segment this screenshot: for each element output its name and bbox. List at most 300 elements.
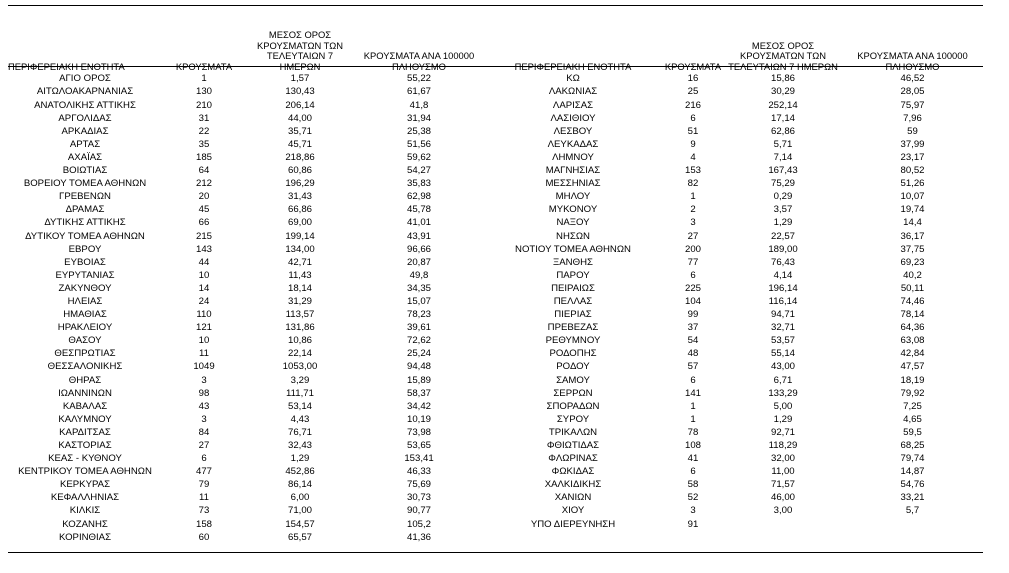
right-cases-cell: 6 — [690, 112, 696, 124]
table-row — [8, 138, 983, 151]
left-region-cell: ΒΟΡΕΙΟΥ ΤΟΜΕΑ ΑΘΗΝΩΝ — [23, 178, 147, 190]
left-per100k-cell: 73,98 — [406, 426, 431, 438]
right-region-cell: ΛΕΣΒΟΥ — [553, 125, 593, 137]
left-per100k-cell: 25,38 — [406, 125, 431, 137]
left-per100k-cell: 55,22 — [406, 73, 431, 85]
left-per100k-cell: 30,73 — [406, 492, 431, 504]
left-per100k-cell: 90,77 — [406, 505, 431, 517]
left-avg7-cell: 71,00 — [287, 505, 312, 517]
right-cases-cell: 6 — [690, 374, 696, 386]
left-avg7-cell: 4,43 — [290, 413, 310, 425]
right-avg7-cell: 1,29 — [773, 413, 793, 425]
left-cases-cell: 14 — [198, 282, 210, 294]
right-region-cell: ΛΑΚΩΝΙΑΣ — [548, 86, 598, 98]
right-per100k-cell: 36,17 — [900, 230, 925, 242]
right-cases-cell: 6 — [690, 466, 696, 478]
right-region-cell: ΜΗΛΟΥ — [555, 191, 591, 203]
right-region-cell — [484, 531, 662, 544]
right-per100k-cell — [842, 518, 983, 531]
right-avg7-cell: 4,14 — [773, 269, 793, 281]
left-cases-cell: 27 — [198, 440, 210, 451]
left-avg7-cell: 1053,00 — [282, 361, 318, 373]
table-body — [8, 72, 983, 543]
left-per100k-cell: 54,27 — [406, 165, 431, 177]
left-region-cell: ΑΧΑΪΑΣ — [67, 151, 103, 163]
right-region-cell: ΣΑΜΟΥ — [556, 374, 590, 386]
right-cases-cell: 200 — [684, 243, 701, 255]
right-avg7-cell: 32,00 — [770, 453, 795, 465]
right-per100k-cell: 79,74 — [900, 453, 925, 465]
left-region-cell: ΗΜΑΘΙΑΣ — [63, 309, 107, 321]
right-region-cell: ΝΟΤΙΟΥ ΤΟΜΕΑ ΑΘΗΝΩΝ — [515, 243, 631, 255]
left-per100k-cell: 35,83 — [406, 178, 431, 190]
left-cases-cell: 11 — [199, 492, 209, 504]
right-region-cell: ΠΙΕΡΙΑΣ — [554, 309, 592, 321]
left-avg7-cell: 206,14 — [285, 99, 315, 111]
left-region-cell: ΔΥΤΙΚΟΥ ΤΟΜΕΑ ΑΘΗΝΩΝ — [25, 230, 145, 242]
left-avg7-cell: 44,00 — [287, 112, 312, 124]
left-avg7-cell: 60,86 — [287, 165, 312, 177]
left-per100k-cell: 62,98 — [406, 191, 431, 203]
left-region-cell: ΖΑΚΥΝΘΟΥ — [58, 282, 112, 294]
left-avg7-cell: 130,43 — [285, 86, 315, 98]
left-per100k-cell: 10,19 — [406, 413, 431, 425]
right-cases-cell: 153 — [684, 165, 701, 177]
table-row — [8, 518, 983, 531]
left-avg7-cell: 66,86 — [287, 204, 312, 216]
right-region-cell: ΜΥΚΟΝΟΥ — [548, 204, 598, 216]
table-row — [8, 426, 983, 439]
left-cases-cell: 35 — [198, 138, 210, 150]
left-avg7-cell: 69,00 — [287, 217, 312, 229]
left-per100k-cell: 41,8 — [409, 99, 429, 111]
right-region-cell: ΠΡΕΒΕΖΑΣ — [547, 322, 599, 334]
right-avg7-cell: 17,14 — [770, 112, 795, 124]
right-region-cell: ΣΥΡΟΥ — [556, 413, 590, 425]
right-avg7-cell: 22,57 — [770, 230, 795, 242]
right-region-cell: ΛΑΣΙΘΙΟΥ — [550, 112, 596, 124]
left-region-cell: ΚΑΣΤΟΡΙΑΣ — [58, 440, 112, 451]
right-cases-cell: 58 — [687, 479, 699, 491]
left-region-cell: ΗΡΑΚΛΕΙΟΥ — [57, 322, 113, 334]
right-cases-cell: 57 — [687, 361, 699, 373]
right-avg7-cell: 3,57 — [773, 204, 793, 216]
table-row — [8, 400, 983, 413]
right-avg7-cell: 94,71 — [770, 309, 795, 321]
left-per100k-cell: 78,23 — [406, 309, 431, 321]
right-region-cell: ΞΑΝΘΗΣ — [553, 256, 593, 268]
right-cases-cell: 77 — [687, 256, 699, 268]
left-cases-cell: 11 — [199, 348, 209, 360]
right-cases-cell: 52 — [687, 492, 699, 504]
right-cases-cell: 1 — [690, 191, 696, 203]
table-row — [8, 203, 983, 216]
right-cases-cell: 141 — [684, 387, 701, 399]
left-region-cell: ΚΕΑΣ - ΚΥΘΝΟΥ — [48, 453, 122, 465]
left-cases-cell: 3 — [201, 413, 207, 425]
right-avg7-cell: 0,29 — [773, 191, 793, 203]
right-region-cell: ΣΕΡΡΩΝ — [553, 387, 593, 399]
right-cases-cell: 51 — [687, 125, 699, 137]
right-cases-cell: 48 — [687, 348, 699, 360]
table-row — [8, 216, 983, 229]
left-per100k-cell: 41,01 — [406, 217, 431, 229]
left-per100k-cell: 39,61 — [406, 322, 431, 334]
right-avg7-cell: 252,14 — [768, 99, 798, 111]
right-avg7-cell: 6,71 — [773, 374, 793, 386]
table-row — [8, 308, 983, 321]
right-cases-cell: 225 — [684, 282, 701, 294]
left-region-cell: ΑΓΙΟ ΟΡΟΣ — [59, 73, 111, 85]
right-region-cell: ΜΕΣΣΗΝΙΑΣ — [545, 178, 601, 190]
table-row — [8, 347, 983, 360]
right-region-cell: ΧΙΟΥ — [561, 505, 585, 517]
right-avg7-cell: 30,29 — [770, 86, 795, 98]
left-per100k-cell: 75,69 — [406, 479, 431, 491]
right-cases-cell: 108 — [684, 440, 701, 451]
bottom-rule — [8, 552, 983, 553]
right-cases-cell: 37 — [687, 322, 699, 334]
left-avg7-cell: 196,29 — [285, 178, 315, 190]
left-cases-cell: 84 — [198, 426, 210, 438]
right-avg7-cell: 75,29 — [770, 178, 795, 190]
left-region-cell: ΓΡΕΒΕΝΩΝ — [59, 191, 111, 203]
right-region-cell: ΧΑΛΚΙΔΙΚΗΣ — [544, 479, 602, 491]
left-per100k-cell: 49,8 — [409, 269, 429, 281]
table-row — [8, 321, 983, 334]
left-avg7-cell: 1,57 — [290, 73, 310, 85]
left-region-cell: ΑΝΑΤΟΛΙΚΗΣ ΑΤΤΙΚΗΣ — [34, 99, 136, 111]
right-avg7-cell — [724, 518, 842, 531]
right-per100k-cell: 54,76 — [900, 479, 925, 491]
left-cases-cell: 20 — [198, 191, 210, 203]
right-per100k-cell: 14,87 — [900, 466, 925, 478]
table-row — [8, 452, 983, 465]
left-region-cell: ΘΕΣΣΑΛΟΝΙΚΗΣ — [47, 361, 123, 373]
right-per100k-cell — [842, 531, 983, 544]
right-per100k-cell: 50,11 — [900, 282, 925, 294]
right-avg7-cell: 196,14 — [768, 282, 798, 294]
right-per100k-cell: 80,52 — [900, 165, 925, 177]
right-avg7-cell: 11,00 — [771, 466, 795, 478]
left-cases-cell: 43 — [198, 400, 210, 412]
right-per100k-cell: 18,19 — [900, 374, 925, 386]
left-cases-cell: 22 — [198, 125, 210, 137]
left-avg7-cell: 11,43 — [288, 269, 312, 281]
left-per100k-cell: 43,91 — [406, 230, 431, 242]
right-per100k-cell: 19,74 — [900, 204, 925, 216]
left-cases-cell: 10 — [198, 335, 210, 347]
right-per100k-cell: 68,25 — [900, 440, 925, 451]
left-per100k-cell: 51,56 — [406, 138, 431, 150]
left-cases-cell: 60 — [198, 531, 210, 543]
right-per100k-cell: 51,26 — [900, 178, 925, 190]
header-cases-right: ΚΡΟΥΣΜΑΤΑ — [664, 60, 722, 72]
left-avg7-cell: 32,43 — [287, 440, 312, 451]
left-cases-cell: 121 — [195, 322, 212, 334]
header-avg7-left: ΜΕΣΟΣ ΟΡΟΣ ΚΡΟΥΣΜΑΤΩΝ ΤΩΝ ΤΕΛΕΥΤΑΙΩΝ 7 ΗΜΕΡΩΝ — [256, 29, 344, 72]
right-cases-cell: 2 — [690, 204, 696, 216]
right-avg7-cell: 71,57 — [770, 479, 795, 491]
right-region-cell: ΛΗΜΝΟΥ — [552, 151, 594, 163]
left-per100k-cell: 94,48 — [406, 361, 431, 373]
left-avg7-cell: 154,57 — [285, 518, 315, 530]
table-row — [8, 478, 983, 491]
right-per100k-cell: 33,21 — [900, 492, 925, 504]
left-region-cell: ΔΡΑΜΑΣ — [65, 204, 105, 216]
right-cases-cell: 27 — [687, 230, 699, 242]
right-region-cell: ΦΩΚΙΔΑΣ — [551, 466, 595, 478]
right-avg7-cell: 32,71 — [770, 322, 795, 334]
right-region-cell: ΧΑΝΙΩΝ — [554, 492, 592, 504]
table-row — [8, 164, 983, 177]
left-cases-cell: 1 — [201, 73, 207, 85]
right-region-cell: ΡΟΔΟΥ — [556, 361, 590, 373]
right-cases-cell: 54 — [687, 335, 699, 347]
left-cases-cell: 3 — [201, 374, 207, 386]
right-per100k-cell: 37,75 — [900, 243, 925, 255]
right-avg7-cell: 5,71 — [773, 138, 793, 150]
header-avg7-right: ΜΕΣΟΣ ΟΡΟΣ ΚΡΟΥΣΜΑΤΩΝ ΤΩΝ ΤΕΛΕΥΤΑΙΩΝ 7 ΗΜΕΡΩΝ — [728, 39, 838, 72]
left-region-cell: ΘΕΣΠΡΩΤΙΑΣ — [54, 348, 116, 360]
right-region-cell: ΝΑΞΟΥ — [556, 217, 590, 229]
right-avg7-cell: 15,86 — [770, 73, 795, 85]
left-avg7-cell: 18,14 — [287, 282, 312, 294]
left-cases-cell: 44 — [198, 256, 210, 268]
right-cases-cell: 216 — [684, 99, 701, 111]
right-region-cell: ΥΠΟ ΔΙΕΡΕΥΝΗΣΗ — [530, 518, 616, 530]
left-per100k-cell: 20,87 — [406, 256, 431, 268]
left-avg7-cell: 1,29 — [290, 453, 310, 465]
left-avg7-cell: 65,57 — [287, 531, 312, 543]
left-cases-cell: 185 — [195, 151, 212, 163]
left-per100k-cell: 153,41 — [404, 453, 434, 465]
right-avg7-cell: 7,14 — [773, 151, 793, 163]
left-region-cell: ΚΟΡΙΝΘΙΑΣ — [58, 531, 112, 543]
left-region-cell: ΕΒΡΟΥ — [68, 243, 102, 255]
table-row — [8, 360, 983, 373]
left-cases-cell: 110 — [196, 309, 212, 321]
left-per100k-cell: 58,37 — [406, 387, 431, 399]
table-row — [8, 230, 983, 243]
right-cases-cell: 1 — [690, 400, 696, 412]
table-row — [8, 125, 983, 138]
right-avg7-cell: 3,00 — [773, 505, 793, 517]
left-cases-cell: 98 — [198, 387, 210, 399]
left-cases-cell: 79 — [198, 479, 210, 491]
left-cases-cell: 10 — [198, 269, 210, 281]
left-cases-cell: 45 — [198, 204, 210, 216]
right-region-cell: ΛΕΥΚΑΔΑΣ — [547, 138, 599, 150]
left-cases-cell: 66 — [198, 217, 210, 229]
right-cases-cell: 99 — [687, 309, 699, 321]
table-row — [8, 439, 983, 452]
left-avg7-cell: 134,00 — [285, 243, 315, 255]
left-avg7-cell: 86,14 — [287, 479, 312, 491]
right-region-cell: ΤΡΙΚΑΛΩΝ — [548, 426, 598, 438]
left-region-cell: ΗΛΕΙΑΣ — [67, 295, 103, 307]
right-per100k-cell: 75,97 — [900, 99, 925, 111]
right-per100k-cell: 78,14 — [900, 309, 925, 321]
right-cases-cell: 82 — [687, 178, 699, 190]
left-avg7-cell: 452,86 — [285, 466, 315, 478]
right-cases-cell: 104 — [684, 295, 701, 307]
table-row — [8, 374, 983, 387]
right-per100k-cell: 14,4 — [903, 217, 922, 229]
right-region-cell: ΠΑΡΟΥ — [556, 269, 590, 281]
left-cases-cell: 73 — [198, 505, 210, 517]
table-row — [8, 531, 983, 544]
right-per100k-cell: 23,17 — [900, 151, 925, 163]
right-avg7-cell: 46,00 — [770, 492, 795, 504]
right-per100k-cell: 64,36 — [900, 322, 925, 334]
left-region-cell: ΚΟΖΑΝΗΣ — [62, 518, 108, 530]
right-per100k-cell: 37,99 — [900, 138, 925, 150]
left-region-cell: ΔΥΤΙΚΗΣ ΑΤΤΙΚΗΣ — [44, 217, 126, 229]
header-cases-left: ΚΡΟΥΣΜΑΤΑ — [175, 60, 233, 72]
table-row — [8, 387, 983, 400]
table-row — [8, 190, 983, 203]
table-row — [8, 491, 983, 504]
right-cases-cell: 41 — [687, 453, 699, 465]
table-row — [8, 295, 983, 308]
right-cases-cell: 78 — [687, 426, 699, 438]
left-cases-cell: 130 — [195, 86, 212, 98]
left-avg7-cell: 131,86 — [285, 322, 315, 334]
right-per100k-cell: 7,25 — [903, 400, 922, 412]
right-cases-cell: 9 — [690, 138, 696, 150]
left-cases-cell: 215 — [195, 230, 212, 242]
right-region-cell: ΜΑΓΝΗΣΙΑΣ — [545, 165, 601, 177]
left-cases-cell: 64 — [198, 165, 210, 177]
table-row — [8, 465, 983, 478]
header-per100k-left: ΚΡΟΥΣΜΑΤΑ ΑΝΑ 100000 ΠΛΗΘΥΣΜΟ — [363, 50, 475, 72]
right-region-cell: ΛΑΡΙΣΑΣ — [552, 99, 594, 111]
left-per100k-cell: 59,62 — [406, 151, 431, 163]
table-row — [8, 72, 983, 85]
left-region-cell: ΚΑΛΥΜΝΟΥ — [58, 413, 112, 425]
right-per100k-cell: 74,46 — [900, 295, 925, 307]
regional-cases-table — [8, 30, 983, 544]
left-region-cell: ΚΑΡΔΙΤΣΑΣ — [59, 426, 111, 438]
table-row — [8, 269, 983, 282]
left-avg7-cell: 3,29 — [290, 374, 310, 386]
left-region-cell: ΒΟΙΩΤΙΑΣ — [62, 165, 108, 177]
left-per100k-cell: 31,94 — [406, 112, 431, 124]
left-region-cell: ΚΑΒΑΛΑΣ — [62, 400, 108, 412]
right-per100k-cell: 40,2 — [903, 269, 922, 281]
left-region-cell: ΘΑΣΟΥ — [68, 335, 102, 347]
right-per100k-cell: 46,52 — [900, 73, 925, 85]
right-per100k-cell: 42,84 — [900, 348, 925, 360]
header-region-left: ΠΕΡΙΦΕΡΕΙΑΚΗ ΕΝΟΤΗΤΑ — [8, 60, 125, 72]
right-avg7-cell — [724, 531, 842, 544]
left-region-cell: ΑΡΓΟΛΙΔΑΣ — [58, 112, 112, 124]
right-per100k-cell: 63,08 — [900, 335, 925, 347]
left-per100k-cell: 45,78 — [406, 204, 431, 216]
left-region-cell: ΑΙΤΩΛΟΑΚΑΡΝΑΝΙΑΣ — [36, 86, 134, 98]
right-cases-cell: 16 — [687, 73, 699, 85]
left-per100k-cell: 15,07 — [406, 295, 431, 307]
right-cases-cell: 6 — [690, 269, 696, 281]
right-avg7-cell: 43,00 — [770, 361, 795, 373]
right-avg7-cell: 76,43 — [770, 256, 795, 268]
table-row — [8, 177, 983, 190]
left-per100k-cell: 53,65 — [406, 440, 431, 451]
header-per100k-right: ΚΡΟΥΣΜΑΤΑ ΑΝΑ 100000 ΠΛΗΘΥΣΜΟ — [857, 50, 968, 72]
right-cases-cell: 1 — [690, 413, 696, 425]
right-cases-cell: 25 — [687, 86, 699, 98]
top-rule — [8, 5, 983, 6]
right-avg7-cell: 167,43 — [768, 165, 798, 177]
left-avg7-cell: 31,43 — [287, 191, 312, 203]
right-cases-cell — [662, 531, 724, 544]
left-per100k-cell: 72,62 — [406, 335, 431, 347]
table-row — [8, 112, 983, 125]
left-per100k-cell: 46,33 — [406, 466, 431, 478]
right-avg7-cell: 1,29 — [773, 217, 793, 229]
left-avg7-cell: 35,71 — [287, 125, 312, 137]
left-region-cell: ΚΕΝΤΡΙΚΟΥ ΤΟΜΕΑ ΑΘΗΝΩΝ — [18, 466, 152, 478]
table-row — [8, 504, 983, 517]
right-per100k-cell: 69,23 — [900, 256, 925, 268]
left-avg7-cell: 10,86 — [287, 335, 312, 347]
left-avg7-cell: 42,71 — [287, 256, 312, 268]
left-avg7-cell: 45,71 — [287, 138, 312, 150]
table-row — [8, 256, 983, 269]
left-cases-cell: 210 — [195, 99, 212, 111]
left-region-cell: ΕΥΡΥΤΑΝΙΑΣ — [55, 269, 115, 281]
right-region-cell: ΠΕΛΛΑΣ — [553, 295, 593, 307]
right-cases-cell: 3 — [690, 505, 696, 517]
left-avg7-cell: 22,14 — [287, 348, 312, 360]
table-row — [8, 85, 983, 98]
left-cases-cell: 158 — [195, 518, 212, 530]
left-per100k-cell: 61,67 — [406, 86, 431, 98]
left-region-cell: ΚΕΦΑΛΛΗΝΙΑΣ — [50, 492, 120, 504]
right-region-cell: ΣΠΟΡΑΔΩΝ — [546, 400, 600, 412]
right-cases-cell: 3 — [690, 217, 696, 229]
right-avg7-cell: 55,14 — [770, 348, 795, 360]
left-cases-cell: 24 — [198, 295, 210, 307]
table-row — [8, 413, 983, 426]
left-region-cell: ΚΕΡΚΥΡΑΣ — [59, 479, 110, 491]
left-cases-cell: 31 — [198, 112, 210, 124]
left-per100k-cell: 15,89 — [406, 374, 431, 386]
left-region-cell: ΑΡΚΑΔΙΑΣ — [61, 125, 109, 137]
left-cases-cell: 6 — [201, 453, 207, 465]
left-avg7-cell: 199,14 — [285, 230, 315, 242]
left-cases-cell: 477 — [195, 466, 212, 478]
right-per100k-cell: 47,57 — [900, 361, 925, 373]
table-row — [8, 151, 983, 164]
right-avg7-cell: 133,29 — [768, 387, 798, 399]
left-avg7-cell: 53,14 — [287, 400, 312, 412]
left-avg7-cell: 76,71 — [287, 426, 312, 438]
left-avg7-cell: 31,29 — [287, 295, 312, 307]
left-region-cell: ΚΙΛΚΙΣ — [69, 505, 101, 517]
left-cases-cell: 212 — [195, 178, 212, 190]
header-region-right: ΠΕΡΙΦΕΡΕΙΑΚΗ ΕΝΟΤΗΤΑ — [514, 60, 632, 72]
table-row — [8, 282, 983, 295]
right-region-cell: ΡΕΘΥΜΝΟΥ — [545, 335, 601, 347]
left-per100k-cell: 96,66 — [406, 243, 431, 255]
right-avg7-cell: 5,00 — [773, 400, 793, 412]
left-per100k-cell: 34,35 — [406, 282, 431, 294]
right-avg7-cell: 189,00 — [768, 243, 798, 255]
left-avg7-cell: 6,00 — [290, 492, 310, 504]
table-row — [8, 334, 983, 347]
